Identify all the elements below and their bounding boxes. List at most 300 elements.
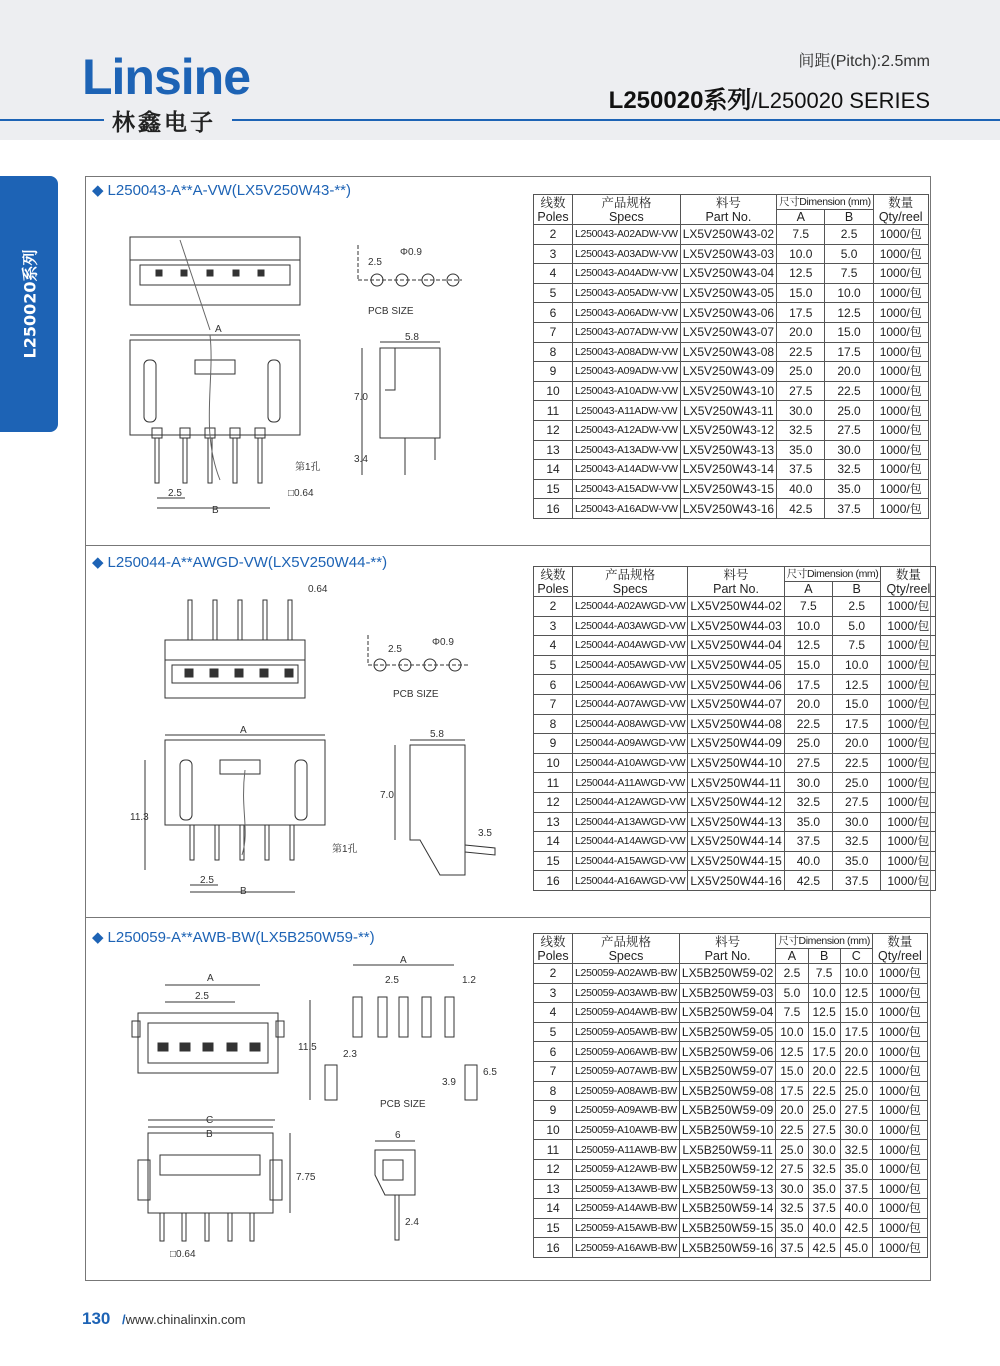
- table-cell: 40.0: [808, 1218, 840, 1238]
- page-number-text: 130: [82, 1309, 111, 1328]
- table-cell: 1000/包: [881, 616, 936, 636]
- table-cell: LX5V250W43-04: [680, 264, 776, 284]
- dim-label: Φ0.9: [432, 637, 454, 648]
- table-cell: 30.0: [840, 1120, 872, 1140]
- table-cell: 27.5: [808, 1120, 840, 1140]
- table-cell: LX5V250W44-10: [688, 753, 784, 773]
- dim-label: B: [206, 1129, 213, 1140]
- table-cell: 1000/包: [872, 1238, 927, 1258]
- table-cell: 1000/包: [873, 440, 928, 460]
- table-cell: 10.0: [776, 1022, 808, 1042]
- table-cell: 5.0: [833, 616, 881, 636]
- table-cell: 5: [534, 283, 573, 303]
- table-cell: LX5V250W44-16: [688, 871, 784, 891]
- table-cell: 12.5: [777, 264, 825, 284]
- table-cell: 25.0: [776, 1140, 808, 1160]
- dim-label: A: [240, 725, 247, 736]
- table-cell: 32.5: [777, 420, 825, 440]
- table-cell: 25.0: [808, 1101, 840, 1121]
- table-cell: 22.5: [777, 342, 825, 362]
- dim-label: 7.0: [380, 790, 394, 801]
- table-cell: 37.5: [808, 1199, 840, 1219]
- table-cell: 22.5: [840, 1061, 872, 1081]
- table-row: [534, 1081, 928, 1101]
- table-cell: LX5V250W43-05: [680, 283, 776, 303]
- table-cell: 17.5: [776, 1081, 808, 1101]
- table-cell: LX5B250W59-07: [679, 1061, 775, 1081]
- table-cell: LX5V250W44-06: [688, 675, 784, 695]
- table-cell: 1000/包: [881, 792, 936, 812]
- header-rule-left: [0, 119, 104, 121]
- table-cell: 1000/包: [873, 244, 928, 264]
- table-row: [534, 401, 929, 421]
- table-cell: 30.0: [777, 401, 825, 421]
- dim-label: 2.3: [343, 1049, 357, 1060]
- section-title: [92, 928, 375, 946]
- table-cell: 3: [534, 616, 573, 636]
- table-cell: LX5V250W43-12: [680, 420, 776, 440]
- table-cell: L250044-A03AWGD-VW: [573, 616, 688, 636]
- table-cell: 10: [534, 1120, 573, 1140]
- table-cell: 1000/包: [872, 983, 927, 1003]
- table-cell: 25.0: [840, 1081, 872, 1101]
- table-cell: 1000/包: [873, 401, 928, 421]
- table-row: [534, 597, 936, 617]
- table-cell: 11: [534, 773, 573, 793]
- table-cell: L250059-A06AWB-BW: [573, 1042, 680, 1062]
- technical-drawing: [100, 580, 530, 900]
- table-cell: 1000/包: [872, 1022, 927, 1042]
- dim-label: 7.0: [354, 392, 368, 403]
- dim-label: 2.5: [388, 644, 402, 655]
- table-cell: 5: [534, 655, 573, 675]
- table-cell: 22.5: [784, 714, 832, 734]
- dim-label: A: [215, 324, 222, 335]
- table-cell: L250043-A08ADW-VW: [573, 342, 681, 362]
- section-title-text: L250043-A**A-VW(LX5V250W43-**): [107, 182, 352, 199]
- dim-label: 3.5: [478, 828, 492, 839]
- table-cell: LX5V250W43-09: [680, 362, 776, 382]
- table-cell: 12.5: [808, 1003, 840, 1023]
- table-row: [534, 1199, 928, 1219]
- table-cell: 15.0: [776, 1061, 808, 1081]
- table-cell: 35.0: [808, 1179, 840, 1199]
- website-url: [122, 1312, 246, 1327]
- table-row: [534, 655, 936, 675]
- table-cell: L250059-A02AWB-BW: [573, 964, 680, 984]
- table-cell: 1000/包: [873, 283, 928, 303]
- table-cell: 1000/包: [872, 1042, 927, 1062]
- table-cell: 1000/包: [872, 1159, 927, 1179]
- table-row: [534, 460, 929, 480]
- table-cell: 1000/包: [872, 964, 927, 984]
- header-rule-right: [232, 119, 1000, 121]
- col-header-specs: 产品规格 Specs: [573, 567, 688, 597]
- table-cell: 37.5: [777, 460, 825, 480]
- table-cell: 27.5: [784, 753, 832, 773]
- table-cell: 17.5: [825, 342, 873, 362]
- table-cell: LX5V250W43-14: [680, 460, 776, 480]
- table-cell: 40.0: [784, 851, 832, 871]
- table-cell: L250043-A14ADW-VW: [573, 460, 681, 480]
- table-cell: 1000/包: [881, 636, 936, 656]
- table-cell: 9: [534, 362, 573, 382]
- table-cell: 6: [534, 675, 573, 695]
- table-cell: L250043-A10ADW-VW: [573, 381, 681, 401]
- table-cell: LX5V250W43-10: [680, 381, 776, 401]
- table-cell: LX5B250W59-06: [679, 1042, 775, 1062]
- dim-label: 1.2: [462, 975, 476, 986]
- table-cell: L250059-A07AWB-BW: [573, 1061, 680, 1081]
- dim-label: 2.5: [195, 991, 209, 1002]
- dim-label: A: [400, 955, 407, 966]
- table-cell: 10.0: [808, 983, 840, 1003]
- table-cell: LX5B250W59-14: [679, 1199, 775, 1219]
- table-cell: LX5B250W59-13: [679, 1179, 775, 1199]
- brand-logo: Linsine: [82, 49, 251, 105]
- table-cell: 15.0: [833, 694, 881, 714]
- table-cell: 13: [534, 1179, 573, 1199]
- table-row: [534, 244, 929, 264]
- table-cell: L250059-A14AWB-BW: [573, 1199, 680, 1219]
- table-header-row: [534, 195, 929, 210]
- col-header-poles: 线数 Poles: [534, 567, 573, 597]
- table-cell: 7: [534, 1061, 573, 1081]
- table-header-row: [534, 567, 936, 582]
- table-cell: 6: [534, 303, 573, 323]
- table-cell: 9: [534, 1101, 573, 1121]
- table-cell: L250059-A09AWB-BW: [573, 1101, 680, 1121]
- table-cell: 1000/包: [872, 1061, 927, 1081]
- table-cell: 10.0: [833, 655, 881, 675]
- table-cell: 25.0: [825, 401, 873, 421]
- table-cell: LX5B250W59-11: [679, 1140, 775, 1160]
- dim-label: 11.3: [130, 812, 149, 823]
- table-cell: 9: [534, 734, 573, 754]
- table-cell: 1000/包: [873, 499, 928, 519]
- table-cell: 32.5: [840, 1140, 872, 1160]
- table-cell: 35.0: [825, 479, 873, 499]
- col-header-dim: B: [833, 582, 881, 597]
- table-cell: 37.5: [840, 1179, 872, 1199]
- table-cell: LX5V250W44-09: [688, 734, 784, 754]
- table-cell: L250044-A07AWGD-VW: [573, 694, 688, 714]
- table-cell: 1000/包: [872, 1120, 927, 1140]
- table-cell: LX5B250W59-16: [679, 1238, 775, 1258]
- table-cell: 10.0: [840, 964, 872, 984]
- table-row: [534, 342, 929, 362]
- series-title-cn: L250020系列: [608, 87, 752, 114]
- col-header-qty: 数量 Qty/reel: [872, 934, 927, 964]
- table-cell: 27.5: [833, 792, 881, 812]
- table-row: [534, 871, 936, 891]
- table-cell: 1000/包: [881, 734, 936, 754]
- table-cell: 1000/包: [873, 479, 928, 499]
- table-cell: 15.0: [777, 283, 825, 303]
- table-row: [534, 420, 929, 440]
- table-row: [534, 832, 936, 852]
- table-cell: 32.5: [776, 1199, 808, 1219]
- table-cell: L250059-A10AWB-BW: [573, 1120, 680, 1140]
- table-cell: 25.0: [784, 734, 832, 754]
- table-cell: 8: [534, 342, 573, 362]
- table-cell: 30.0: [825, 440, 873, 460]
- table-row: [534, 362, 929, 382]
- pcb-size-label: PCB SIZE: [380, 1099, 426, 1110]
- table-cell: 1000/包: [873, 460, 928, 480]
- table-cell: 37.5: [784, 832, 832, 852]
- col-header-poles: 线数 Poles: [534, 195, 573, 225]
- table-row: [534, 636, 936, 656]
- page-header: [0, 0, 1000, 140]
- table-cell: 2: [534, 225, 573, 245]
- section-title: [92, 181, 351, 199]
- table-cell: 32.5: [833, 832, 881, 852]
- table-cell: L250043-A06ADW-VW: [573, 303, 681, 323]
- table-cell: L250059-A05AWB-BW: [573, 1022, 680, 1042]
- technical-drawing: [100, 230, 530, 520]
- table-cell: 13: [534, 812, 573, 832]
- dim-label: 6: [395, 1130, 401, 1141]
- table-cell: LX5B250W59-09: [679, 1101, 775, 1121]
- table-cell: 12.5: [825, 303, 873, 323]
- table-cell: L250044-A09AWGD-VW: [573, 734, 688, 754]
- col-header-dim: A: [777, 210, 825, 225]
- table-cell: 1000/包: [873, 381, 928, 401]
- table-cell: LX5B250W59-04: [679, 1003, 775, 1023]
- section-title-text: L250059-A**AWB-BW(LX5B250W59-**): [107, 929, 375, 946]
- table-cell: 42.5: [784, 871, 832, 891]
- table-cell: 35.0: [777, 440, 825, 460]
- table-row: [534, 303, 929, 323]
- table-cell: LX5V250W44-14: [688, 832, 784, 852]
- table-cell: 30.0: [833, 812, 881, 832]
- table-row: [534, 440, 929, 460]
- table-cell: 1000/包: [873, 342, 928, 362]
- table-cell: L250043-A03ADW-VW: [573, 244, 681, 264]
- table-cell: 12.5: [784, 636, 832, 656]
- table-cell: 1000/包: [881, 871, 936, 891]
- dim-label: 3.4: [354, 454, 368, 465]
- table-cell: 42.5: [808, 1238, 840, 1258]
- table-cell: 1000/包: [872, 1140, 927, 1160]
- table-row: [534, 1179, 928, 1199]
- table-cell: 13: [534, 440, 573, 460]
- col-header-dimension: 尺寸Dimension (mm): [776, 934, 873, 949]
- table-cell: 14: [534, 1199, 573, 1219]
- table-cell: 1000/包: [873, 303, 928, 323]
- table-cell: 5.0: [776, 983, 808, 1003]
- table-cell: 17.5: [808, 1042, 840, 1062]
- table-cell: 7: [534, 694, 573, 714]
- table-cell: 12: [534, 792, 573, 812]
- pin1-label: 第1孔: [332, 844, 358, 855]
- pcb-size-label: PCB SIZE: [368, 306, 414, 317]
- pitch-label: 间距(Pitch):2.5mm: [798, 53, 930, 70]
- dim-label: □0.64: [288, 488, 314, 499]
- table-cell: L250059-A15AWB-BW: [573, 1218, 680, 1238]
- col-header-part: 料号 Part No.: [680, 195, 776, 225]
- dim-label: 0.64: [308, 584, 328, 595]
- table-row: [534, 1003, 928, 1023]
- table-cell: 12.5: [776, 1042, 808, 1062]
- table-row: [534, 675, 936, 695]
- col-header-dim: A: [784, 582, 832, 597]
- table-cell: 32.5: [784, 792, 832, 812]
- table-cell: 1000/包: [881, 832, 936, 852]
- table-cell: 27.5: [776, 1159, 808, 1179]
- table-cell: 25.0: [777, 362, 825, 382]
- table-cell: LX5V250W44-05: [688, 655, 784, 675]
- table-cell: 7.5: [825, 264, 873, 284]
- table-cell: L250059-A04AWB-BW: [573, 1003, 680, 1023]
- table-cell: 7.5: [777, 225, 825, 245]
- table-cell: 10: [534, 381, 573, 401]
- table-cell: L250043-A12ADW-VW: [573, 420, 681, 440]
- table-header-row: [534, 934, 928, 949]
- table-cell: L250044-A16AWGD-VW: [573, 871, 688, 891]
- table-cell: LX5V250W44-02: [688, 597, 784, 617]
- section-divider: [85, 545, 930, 546]
- table-cell: LX5V250W43-02: [680, 225, 776, 245]
- table-cell: LX5V250W44-13: [688, 812, 784, 832]
- table-cell: 15: [534, 1218, 573, 1238]
- table-row: [534, 381, 929, 401]
- table-row: [534, 1022, 928, 1042]
- table-cell: 4: [534, 636, 573, 656]
- table-cell: LX5V250W43-08: [680, 342, 776, 362]
- dim-label: C: [206, 1115, 214, 1126]
- table-cell: 2: [534, 597, 573, 617]
- table-cell: LX5V250W43-03: [680, 244, 776, 264]
- table-row: [534, 734, 936, 754]
- table-cell: 1000/包: [872, 1199, 927, 1219]
- url-text: www.chinalinxin.com: [125, 1312, 246, 1327]
- table-row: [534, 851, 936, 871]
- table-row: [534, 773, 936, 793]
- table-cell: 22.5: [808, 1081, 840, 1101]
- table-row: [534, 1120, 928, 1140]
- section-divider: [85, 917, 930, 918]
- table-cell: 37.5: [776, 1238, 808, 1258]
- table-cell: 25.0: [833, 773, 881, 793]
- table-cell: 40.0: [777, 479, 825, 499]
- table-cell: L250044-A05AWGD-VW: [573, 655, 688, 675]
- section-title: [92, 553, 387, 571]
- table-cell: 37.5: [825, 499, 873, 519]
- dim-label: □0.64: [170, 1249, 196, 1260]
- table-cell: 7: [534, 322, 573, 342]
- table-cell: L250059-A16AWB-BW: [573, 1238, 680, 1258]
- table-cell: 40.0: [840, 1199, 872, 1219]
- dim-label: Φ0.9: [400, 247, 422, 258]
- table-cell: LX5V250W43-15: [680, 479, 776, 499]
- table-cell: LX5V250W43-16: [680, 499, 776, 519]
- table-cell: 1000/包: [881, 714, 936, 734]
- table-cell: 42.5: [840, 1218, 872, 1238]
- table-row: [534, 479, 929, 499]
- table-cell: L250043-A07ADW-VW: [573, 322, 681, 342]
- table-row: [534, 1101, 928, 1121]
- table-cell: 20.0: [808, 1061, 840, 1081]
- table-cell: 7.5: [833, 636, 881, 656]
- table-row: [534, 983, 928, 1003]
- table-cell: 1000/包: [881, 812, 936, 832]
- table-row: [534, 714, 936, 734]
- table-cell: L250059-A11AWB-BW: [573, 1140, 680, 1160]
- table-cell: LX5B250W59-02: [679, 964, 775, 984]
- table-cell: L250043-A05ADW-VW: [573, 283, 681, 303]
- dim-label: 7.75: [296, 1172, 316, 1183]
- table-cell: 35.0: [776, 1218, 808, 1238]
- table-cell: 20.0: [825, 362, 873, 382]
- series-title-en: /L250020 SERIES: [751, 88, 930, 113]
- table-cell: 2.5: [776, 964, 808, 984]
- table-cell: 1000/包: [881, 597, 936, 617]
- table-cell: L250059-A13AWB-BW: [573, 1179, 680, 1199]
- table-cell: 2: [534, 964, 573, 984]
- table-cell: 16: [534, 871, 573, 891]
- table-cell: 1000/包: [881, 851, 936, 871]
- table-cell: L250044-A12AWGD-VW: [573, 792, 688, 812]
- dim-label: 2.5: [168, 488, 182, 499]
- table-cell: L250043-A04ADW-VW: [573, 264, 681, 284]
- table-cell: LX5B250W59-15: [679, 1218, 775, 1238]
- table-cell: L250044-A08AWGD-VW: [573, 714, 688, 734]
- col-header-poles: 线数 Poles: [534, 934, 573, 964]
- url-slash: /: [122, 1312, 126, 1327]
- table-cell: 22.5: [825, 381, 873, 401]
- table-cell: 35.0: [833, 851, 881, 871]
- table-row: [534, 499, 929, 519]
- dim-label: 5.8: [430, 729, 444, 740]
- dim-label: 3.9: [442, 1077, 456, 1088]
- table-cell: 20.0: [833, 734, 881, 754]
- table-cell: 4: [534, 1003, 573, 1023]
- table-cell: 42.5: [777, 499, 825, 519]
- table-row: [534, 322, 929, 342]
- dim-label: A: [207, 973, 214, 984]
- table-cell: 12: [534, 1159, 573, 1179]
- table-cell: 3: [534, 244, 573, 264]
- table-cell: 1000/包: [872, 1179, 927, 1199]
- pin1-label: 第1孔: [295, 462, 321, 473]
- table-cell: 15.0: [840, 1003, 872, 1023]
- table-cell: LX5B250W59-10: [679, 1120, 775, 1140]
- table-cell: 30.0: [784, 773, 832, 793]
- table-cell: 1000/包: [872, 1003, 927, 1023]
- table-cell: 1000/包: [872, 1101, 927, 1121]
- table-cell: 35.0: [784, 812, 832, 832]
- dim-label: 2.5: [368, 257, 382, 268]
- col-header-specs: 产品规格 Specs: [573, 195, 681, 225]
- table-cell: 1000/包: [881, 655, 936, 675]
- table-cell: L250044-A13AWGD-VW: [573, 812, 688, 832]
- table-cell: 2.5: [825, 225, 873, 245]
- table-cell: 17.5: [833, 714, 881, 734]
- side-tab-label: L250020系列: [20, 249, 40, 359]
- table-cell: 12.5: [840, 983, 872, 1003]
- table-cell: 1000/包: [873, 362, 928, 382]
- table-cell: 14: [534, 832, 573, 852]
- table-cell: 16: [534, 1238, 573, 1258]
- table-cell: 10.0: [777, 244, 825, 264]
- table-cell: LX5V250W44-04: [688, 636, 784, 656]
- col-header-dim: A: [776, 949, 808, 964]
- table-row: [534, 1159, 928, 1179]
- table-row: [534, 694, 936, 714]
- col-header-dim: B: [825, 210, 873, 225]
